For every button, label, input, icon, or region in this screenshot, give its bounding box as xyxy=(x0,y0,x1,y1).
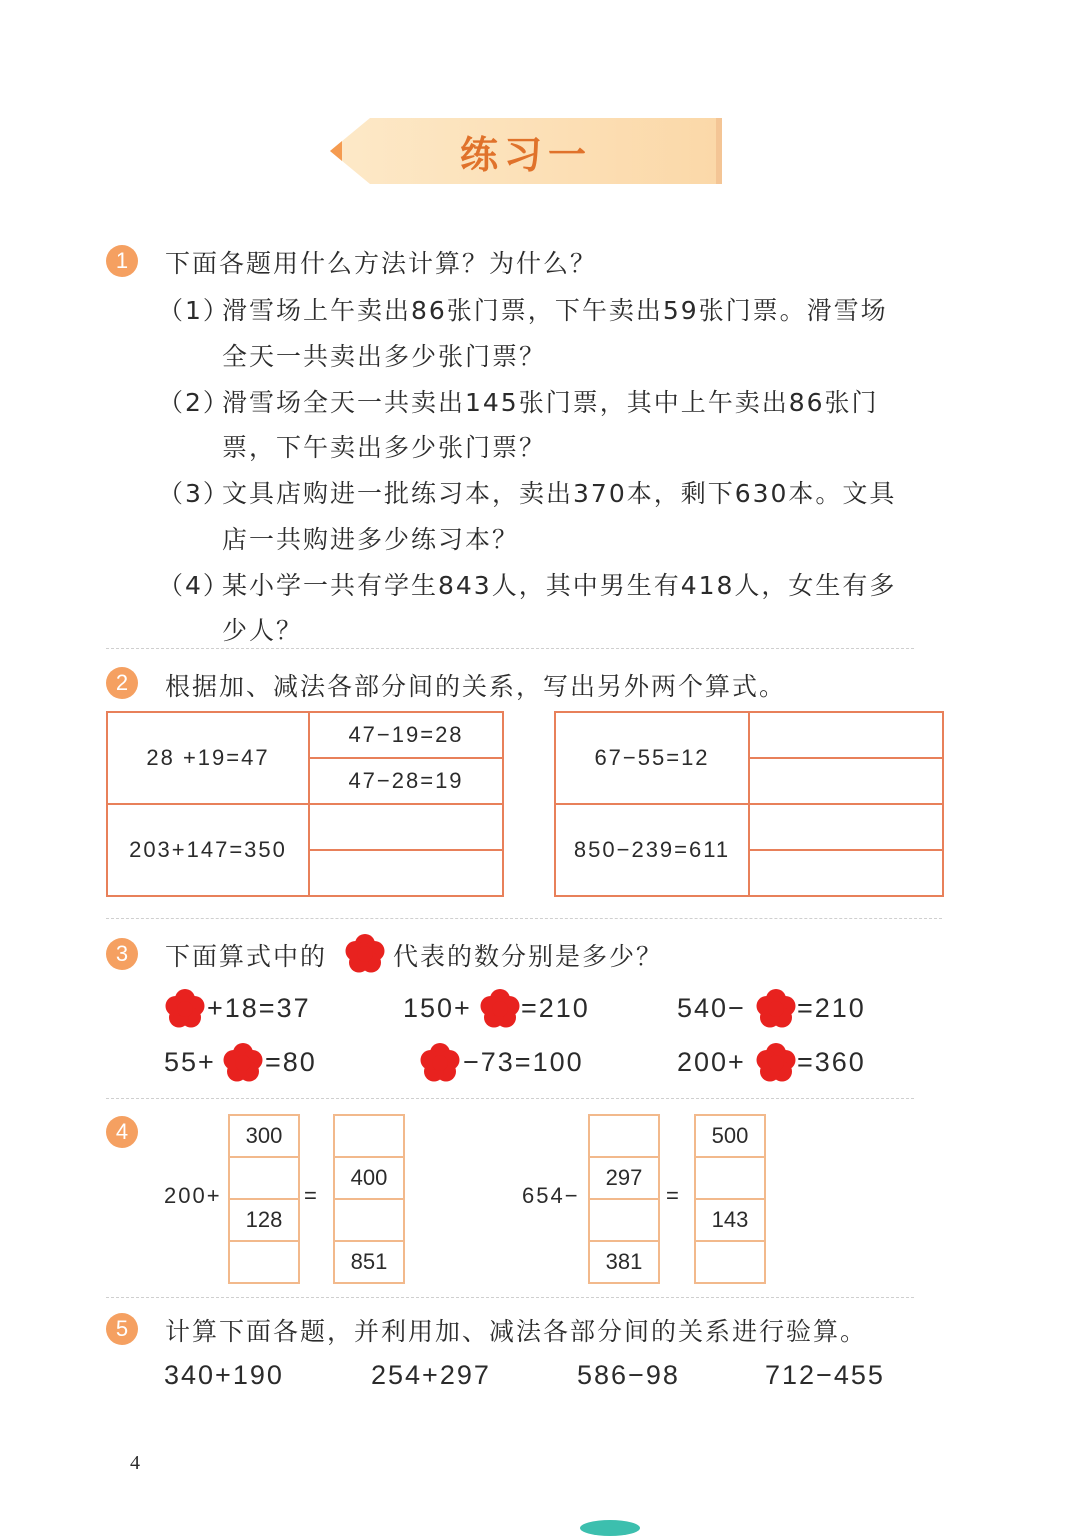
number-cell: 128 xyxy=(230,1200,298,1242)
flower-icon xyxy=(479,989,521,1033)
number-column xyxy=(694,1114,766,1284)
q1-item-text: 文具店购进一批练习本，卖出370本，剩下630本。文具 xyxy=(222,479,897,508)
q1-item-text: 全天一共卖出多少张门票？ xyxy=(222,342,547,371)
q1-item-label: （1） xyxy=(158,296,230,325)
page-number: 4 xyxy=(130,1452,140,1474)
answer-cell xyxy=(749,850,943,896)
q4-left-prefix: 200+ xyxy=(164,1183,222,1208)
q1-item-text: 店一共购进多少练习本？ xyxy=(222,525,520,554)
question-number-4: 4 xyxy=(106,1116,138,1148)
equation-text: =360 xyxy=(797,1047,866,1077)
number-cell xyxy=(335,1200,403,1242)
number-cell xyxy=(230,1242,298,1282)
title-banner xyxy=(330,118,722,184)
number-cell xyxy=(696,1158,764,1200)
flower-icon xyxy=(344,934,386,978)
answer-cell: 47−19=28 xyxy=(309,712,503,758)
number-column xyxy=(588,1114,660,1284)
q1-item-label: （3） xyxy=(158,479,230,508)
given-equation: 67−55=12 xyxy=(555,712,749,804)
equation-text: 55+ xyxy=(164,1047,216,1077)
q2-prompt: 根据加、减法各部分间的关系，写出另外两个算式。 xyxy=(165,672,787,701)
q1-item-label: （2） xyxy=(158,388,230,417)
q1-item-text: 少人？ xyxy=(222,616,304,645)
given-equation: 203+147=350 xyxy=(107,804,309,896)
q3-prompt-end: 代表的数分别是多少？ xyxy=(393,942,664,971)
section-divider xyxy=(106,648,914,649)
number-cell: 500 xyxy=(696,1116,764,1158)
q5-prompt: 计算下面各题，并利用加、减法各部分间的关系进行验算。 xyxy=(165,1317,868,1346)
equation-text: 540− xyxy=(677,993,746,1023)
answer-cell xyxy=(749,758,943,804)
flower-icon xyxy=(222,1043,264,1087)
q4-left-equals: = xyxy=(304,1183,319,1208)
q1-item-text: 某小学一共有学生843人，其中男生有418人，女生有多 xyxy=(222,571,897,600)
number-cell xyxy=(230,1158,298,1200)
answer-cell xyxy=(309,804,503,850)
answer-cell: 47−28=19 xyxy=(309,758,503,804)
equation-text: =210 xyxy=(521,993,590,1023)
number-cell xyxy=(590,1200,658,1242)
calc-problem: 586−98 xyxy=(577,1360,680,1390)
page-title: 练习一 xyxy=(459,131,592,177)
number-cell xyxy=(335,1116,403,1158)
q1-prompt: 下面各题用什么方法计算？为什么？ xyxy=(165,249,598,278)
bottom-decoration xyxy=(580,1520,640,1536)
equation-text: +18=37 xyxy=(207,993,311,1023)
relation-table-left xyxy=(106,711,504,897)
number-cell xyxy=(696,1242,764,1282)
question-number-1: 1 xyxy=(106,245,138,277)
number-cell: 143 xyxy=(696,1200,764,1242)
q3-prompt-start: 下面算式中的 xyxy=(165,942,328,971)
flower-icon xyxy=(755,1043,797,1087)
number-column xyxy=(228,1114,300,1284)
q4-right-equals: = xyxy=(666,1183,681,1208)
flower-icon xyxy=(419,1043,461,1087)
calc-problem: 340+190 xyxy=(164,1360,284,1390)
answer-cell xyxy=(749,712,943,758)
number-cell: 297 xyxy=(590,1158,658,1200)
equation-text: =80 xyxy=(265,1047,317,1077)
flower-icon xyxy=(755,989,797,1033)
calc-problem: 254+297 xyxy=(371,1360,491,1390)
section-divider xyxy=(106,1297,914,1298)
flower-icon xyxy=(164,989,206,1033)
number-cell: 400 xyxy=(335,1158,403,1200)
number-column xyxy=(333,1114,405,1284)
section-divider xyxy=(106,1098,914,1099)
given-equation: 850−239=611 xyxy=(555,804,749,896)
q1-item-text: 滑雪场上午卖出86张门票，下午卖出59张门票。滑雪场 xyxy=(222,296,888,325)
q1-item-label: （4） xyxy=(158,571,230,600)
equation-text: 200+ xyxy=(677,1047,746,1077)
number-cell: 381 xyxy=(605,1249,643,1274)
q1-item-text: 票，下午卖出多少张门票？ xyxy=(222,433,547,462)
equation-text: −73=100 xyxy=(463,1047,584,1077)
relation-table-right xyxy=(554,711,944,897)
question-number-3: 3 xyxy=(106,938,138,970)
answer-cell xyxy=(749,804,943,850)
equation-text: 150+ xyxy=(403,993,472,1023)
given-equation: 28 +19=47 xyxy=(107,712,309,804)
q4-right-prefix: 654− xyxy=(522,1183,580,1208)
answer-cell xyxy=(309,850,503,896)
question-number-5: 5 xyxy=(106,1313,138,1345)
q1-item-text: 滑雪场全天一共卖出145张门票，其中上午卖出86张门 xyxy=(222,388,879,417)
question-number-2: 2 xyxy=(106,667,138,699)
equation-text: =210 xyxy=(797,993,866,1023)
calc-problem: 712−455 xyxy=(765,1360,885,1390)
number-cell: 300 xyxy=(230,1116,298,1158)
number-cell xyxy=(590,1116,658,1158)
section-divider xyxy=(106,918,942,919)
number-cell: 851 xyxy=(350,1249,388,1274)
